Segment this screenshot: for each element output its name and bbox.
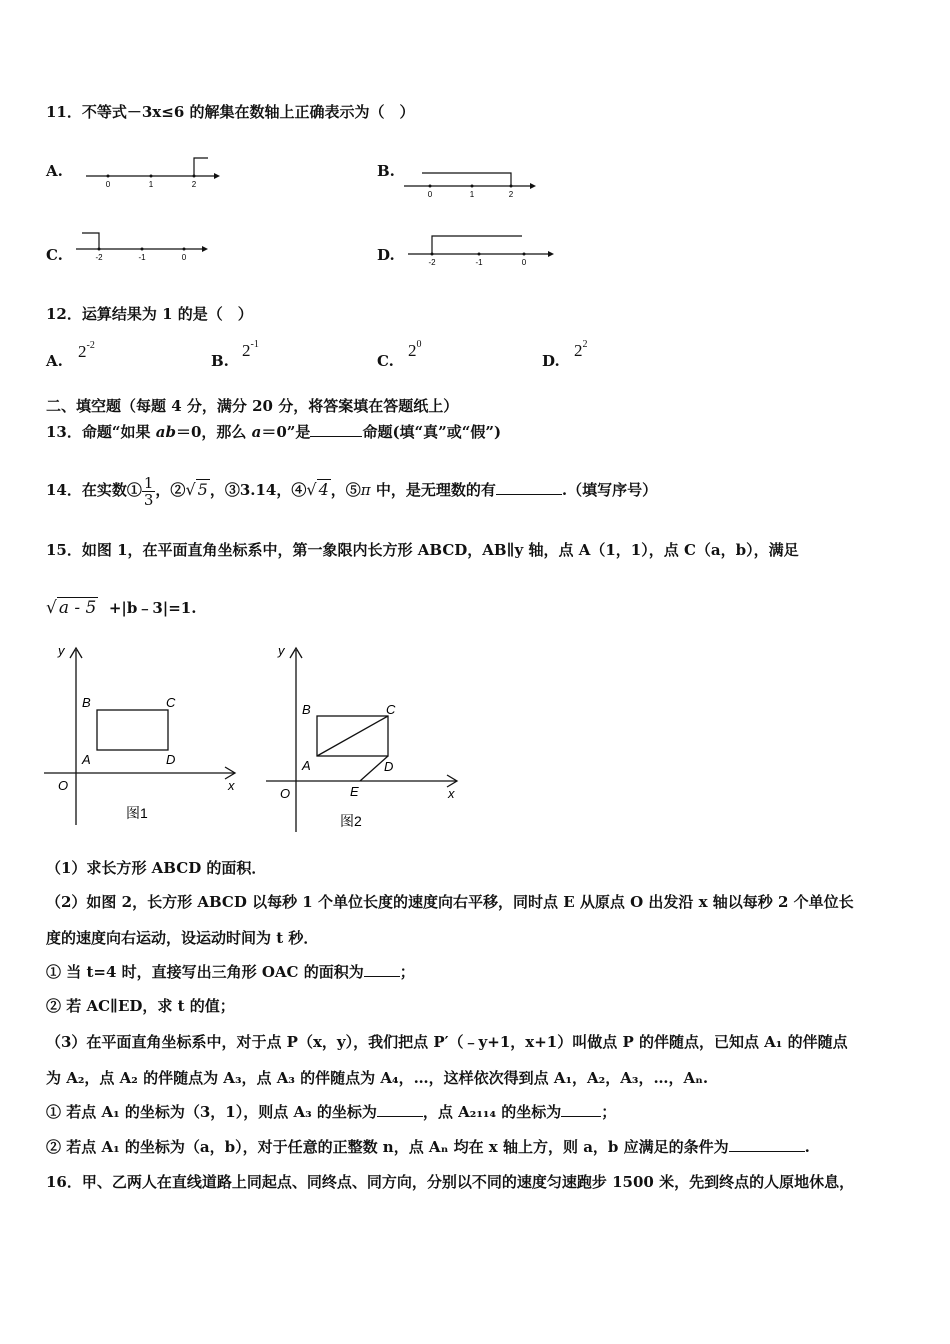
q11-option-c-label: C.: [46, 246, 63, 264]
figure-2-caption: 图2: [340, 813, 362, 829]
q15-part3-line1: （3）在平面直角坐标系中，对于点 P（x，y），我们把点 P′（﹣y+1，x+1）叫做点 P 的伴随点，已知点 A₁ 的伴随点: [46, 1033, 848, 1051]
fraction-one-third: $\frac{1}{3}$: [143, 473, 154, 509]
tick-0: 0: [105, 180, 111, 189]
q12-option-b-label: B.: [211, 352, 229, 370]
x-axis-label: x: [228, 778, 235, 793]
q15-part2-q1-blank[interactable]: [364, 962, 400, 977]
point-b-label: B: [82, 695, 91, 710]
tick-2: 2: [191, 180, 197, 189]
q15-part3-q2: ② 若点 A₁ 的坐标为（a，b），对于任意的正整数 n，点 Aₙ 均在 x 轴上方，则 a，b 应满足的条件为 .: [46, 1138, 810, 1156]
point-a-label: A: [82, 752, 91, 767]
origin-label: O: [58, 778, 69, 793]
q15-part2-line2: 度的速度向右运动，设运动时间为 t 秒．: [46, 929, 319, 947]
tick-0: 0: [427, 190, 433, 199]
figure-1-caption: 图1: [126, 805, 148, 821]
tick-2: 0: [181, 253, 187, 262]
tick-1: 1: [469, 190, 475, 199]
q15-part3-q1-blank-b[interactable]: [561, 1102, 601, 1117]
point-e-label: E: [350, 784, 359, 799]
tick-0: -2: [95, 253, 103, 262]
origin-label: O: [280, 786, 291, 801]
q12-option-a-value: $2^{-2}$: [78, 340, 95, 361]
q14-stem: 14．在实数① $\frac{1}{3}$ ，②√ 5 ，③3.14，④√ 4 ，⑤π 中，是无理数的有 .（填写序号）: [46, 460, 657, 520]
figure-2: [262, 640, 472, 835]
figure-1: [40, 640, 250, 830]
q11-option-b-label: B.: [377, 162, 395, 180]
y-axis-label: y: [58, 643, 65, 658]
section-heading: 二、填空题（每题 4 分，满分 20 分，将答案填在答题纸上）: [46, 397, 459, 415]
point-d-label: D: [384, 759, 394, 774]
x-axis-label: x: [448, 786, 455, 801]
q15-part2-q1: ① 当 t=4 时，直接写出三角形 OAC 的面积为 ；: [46, 963, 415, 981]
tick-1: -1: [475, 258, 483, 267]
q13-answer-blank[interactable]: [310, 422, 362, 437]
tick-1: 1: [148, 180, 154, 189]
q14-answer-blank[interactable]: [496, 480, 562, 495]
q11-option-d-label: D.: [377, 246, 395, 264]
sqrt-a-minus-5: √ a - 5: [46, 598, 97, 618]
q12-option-b-value: $2^{-1}$: [242, 339, 259, 360]
tick-1: -1: [138, 253, 146, 262]
q12-option-d-label: D.: [542, 352, 560, 370]
q13-stem: 13．命题“如果 ab＝0，那么 a＝0”是 命题(填“真”或“假”): [46, 423, 502, 441]
point-d-label: D: [166, 752, 176, 767]
q11-option-c-numberline: [72, 225, 217, 270]
q15-stem: 15．如图 1，在平面直角坐标系中，第一象限内长方形 ABCD，AB∥y 轴，点 A（1，1），点 C（a，b），满足: [46, 541, 799, 559]
q15-part2-line1: （2）如图 2，长方形 ABCD 以每秒 1 个单位长度的速度向右平移，同时点 E 从原点 O 出发沿 x 轴以每秒 2 个单位长: [46, 893, 854, 911]
sqrt-4: √ 4: [306, 480, 329, 499]
point-b-label: B: [302, 702, 311, 717]
tick-0: -2: [428, 258, 436, 267]
tick-2: 2: [508, 190, 514, 199]
q15-part3-q1-blank-a[interactable]: [377, 1102, 423, 1117]
q15-part3-q1: ① 若点 A₁ 的坐标为（3，1），则点 A₃ 的坐标为 ，点 A₂₁₁₄ 的坐标为 ；: [46, 1103, 617, 1121]
y-axis-label: y: [278, 643, 285, 658]
q12-option-c-label: C.: [377, 352, 394, 370]
q11-stem: 11．不等式－3x≤6 的解集在数轴上正确表示为（ ）: [46, 103, 415, 121]
q12-option-d-value: $2^2$: [574, 339, 588, 360]
q15-part3-line2: 为 A₂，点 A₂ 的伴随点为 A₃，点 A₃ 的伴随点为 A₄，…，这样依次得到点 A₁，A₂，A₃，…，Aₙ.: [46, 1069, 709, 1087]
q11-option-b-numberline: [402, 162, 542, 202]
q16-stem: 16．甲、乙两人在直线道路上同起点、同终点、同方向，分别以不同的速度匀速跑步 1500 米，先到终点的人原地休息，: [46, 1173, 855, 1191]
q11-option-a-numberline: [84, 152, 224, 192]
q12-stem: 12．运算结果为 1 的是（ ）: [46, 305, 253, 323]
q15-part3-q2-blank[interactable]: [729, 1137, 805, 1152]
q12-option-a-label: A.: [46, 352, 63, 370]
q15-part1: （1）求长方形 ABCD 的面积．: [46, 859, 267, 877]
point-a-label: A: [302, 758, 311, 773]
point-c-label: C: [166, 695, 176, 710]
q11-option-d-numberline: [404, 228, 559, 273]
sqrt-5: √ 5: [185, 480, 208, 499]
q15-condition: √ a - 5 +|b﹣3|=1.: [46, 598, 197, 618]
q15-part2-q2: ② 若 AC∥ED，求 t 的值；: [46, 997, 235, 1015]
q12-option-c-value: $2^0$: [408, 339, 422, 360]
q11-option-a-label: A.: [46, 162, 63, 180]
point-c-label: C: [386, 702, 396, 717]
tick-2: 0: [521, 258, 527, 267]
